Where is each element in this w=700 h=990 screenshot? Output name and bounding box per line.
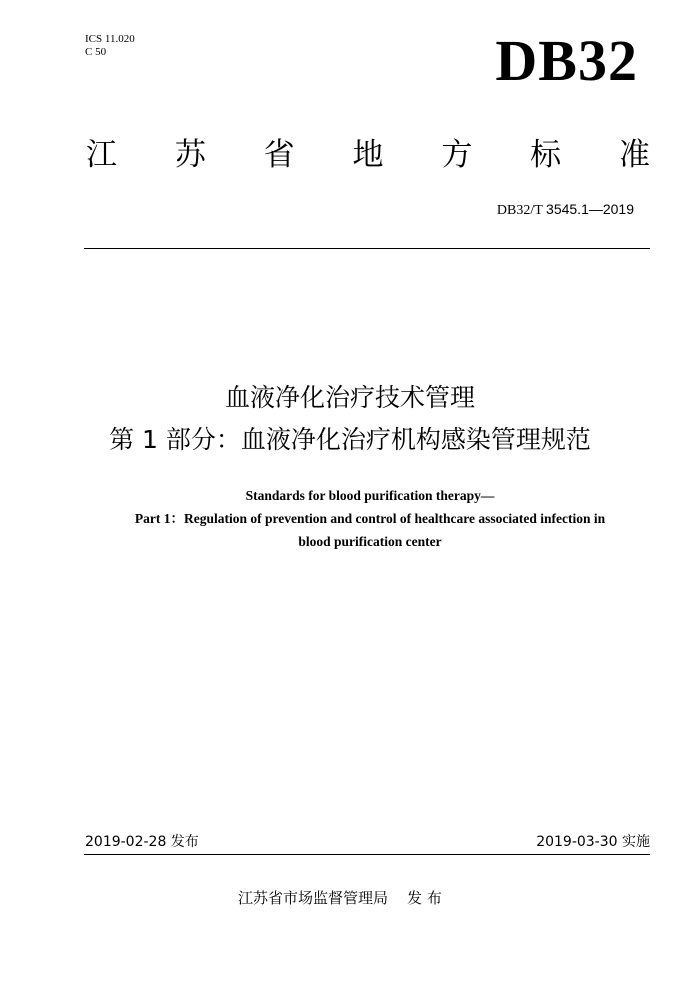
footer-divider bbox=[84, 854, 650, 855]
standard-type-char: 地 bbox=[352, 137, 384, 173]
title-en-line2: Part 1：Regulation of prevention and control of healthcare associated infection in bbox=[134, 511, 606, 526]
issuer-name: 江苏省市场监督管理局 bbox=[238, 889, 389, 907]
standard-type-char: 江 bbox=[86, 137, 117, 173]
issuer-line bbox=[238, 887, 442, 908]
header-divider bbox=[84, 248, 650, 249]
ics-code: ICS 11.020 bbox=[85, 33, 135, 45]
standard-number bbox=[497, 201, 634, 219]
standard-type-heading bbox=[86, 135, 650, 175]
title-cn-line1: 血液净化治疗技术管理 bbox=[224, 383, 475, 412]
title-cn-line2: 第 1 部分：血液净化治疗机构感染管理规范 bbox=[109, 425, 591, 454]
ccs-code: C 50 bbox=[85, 46, 107, 58]
publish-date: 2019-02-28 发布 bbox=[85, 834, 199, 850]
title-en-line1: Standards for blood purification therapy— bbox=[245, 488, 495, 503]
standard-number-value: 3545.1—2019 bbox=[546, 201, 634, 217]
standard-number-prefix: DB32/T bbox=[496, 203, 543, 218]
standard-type-char: 省 bbox=[263, 137, 295, 173]
db32-logo: DB32 bbox=[495, 28, 638, 93]
classification-codes bbox=[85, 33, 135, 59]
title-en-line3: blood purification center bbox=[298, 534, 442, 549]
standard-type-char: 标 bbox=[530, 137, 562, 173]
standard-type-char: 准 bbox=[618, 137, 650, 173]
issue-word: 发 布 bbox=[407, 889, 442, 907]
standard-type-char: 苏 bbox=[174, 137, 206, 173]
standard-type-char: 方 bbox=[441, 137, 473, 173]
implement-date: 2019-03-30 实施 bbox=[536, 834, 650, 850]
